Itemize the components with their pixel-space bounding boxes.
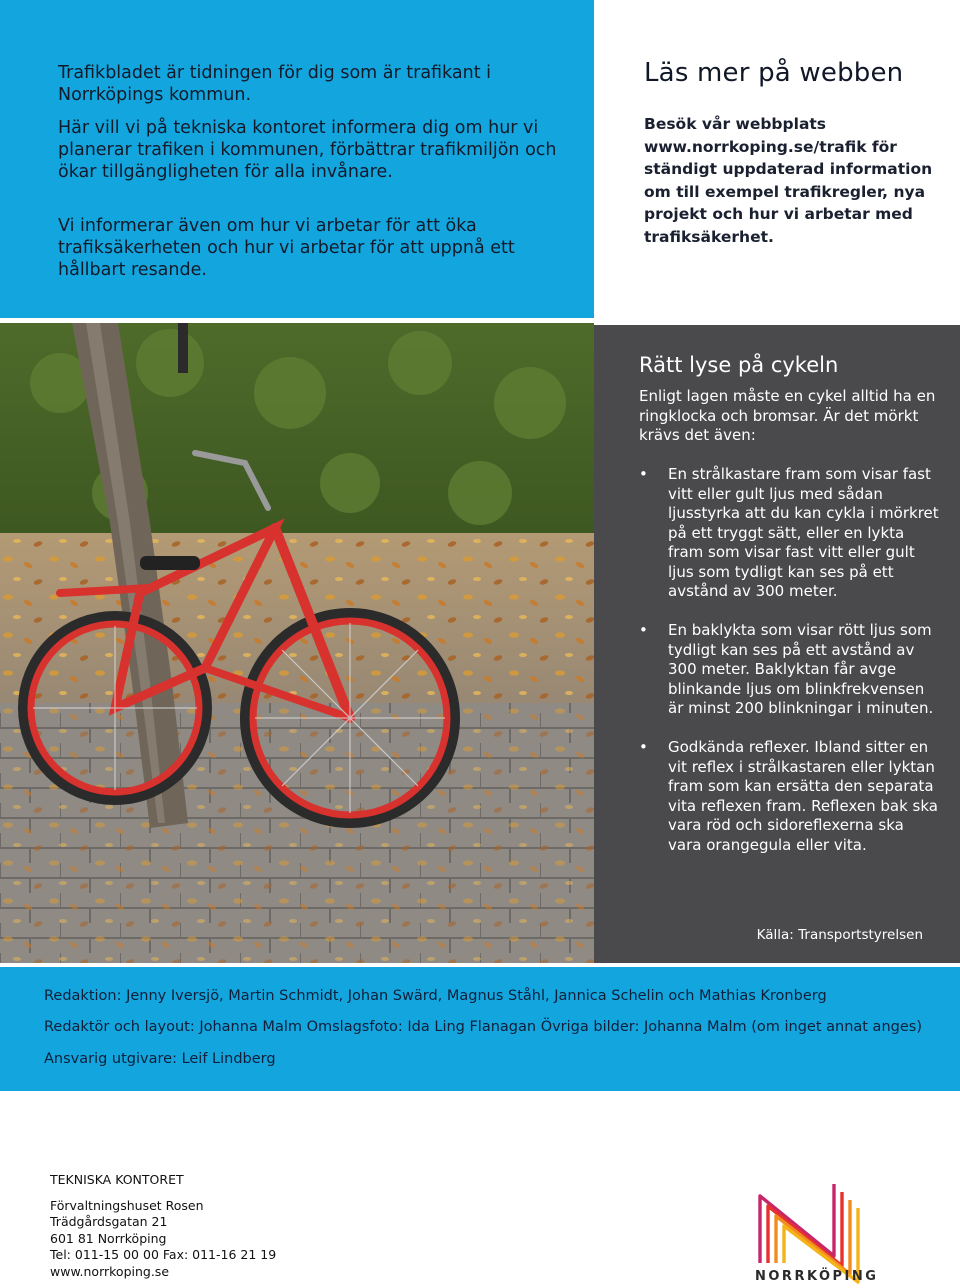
logo-wordmark: NORRKÖPING — [755, 1269, 879, 1284]
footer-address — [50, 1172, 276, 1280]
list-item — [639, 621, 939, 719]
intro-paragraph-1: Trafikbladet är tidningen för dig som är trafikant i Norrköpings kommun. — [58, 63, 491, 105]
source-credit: Källa: Transportstyrelsen — [756, 927, 923, 943]
bike-lighting-list — [639, 465, 939, 875]
credits-editorial: Redaktion: Jenny Iversjö, Martin Schmidt, Johan Swärd, Magnus Ståhl, Jannica Schelin och Mathias Kronberg — [44, 988, 827, 1004]
credits-layout: Redaktör och layout: Johanna Malm Omslagsfoto: Ida Ling Flanagan Övriga bilder: Johanna Malm (om inget annat anges) — [44, 1019, 922, 1035]
credits-publisher: Ansvarig utgivare: Leif Lindberg — [44, 1051, 276, 1067]
phone-fax: Tel: 011-15 00 00 Fax: 011-16 21 19 — [50, 1247, 277, 1262]
bullet-icon: • — [639, 621, 648, 639]
bike-lighting-panel — [594, 325, 960, 963]
web-description: Besök vår webbplats www.norrkoping.se/trafik för ständigt uppdaterad information om till exempel trafikregler, nya projekt och hur vi arbetar med trafiksäkerhet. — [644, 115, 933, 246]
website-link[interactable]: www.norrkoping.se — [50, 1263, 170, 1279]
bullet-icon: • — [639, 465, 648, 483]
list-item-text: Godkända reflexer. Ibland sitter en vit reflex i strålkastaren eller lyktan fram som kan ersätta den separata vita reflexen fram. Reflexen bak ska vara röd och sidoreflexerna ska vara orangegula eller vita. — [668, 738, 938, 854]
street-address: Trädgårdsgatan 21 — [50, 1214, 168, 1229]
bike-lighting-intro: Enligt lagen måste en cykel alltid ha en ringklocka och bromsar. Är det mörkt krävs det även: — [639, 387, 936, 444]
list-item — [639, 465, 939, 602]
bullet-icon: • — [639, 738, 648, 756]
web-heading: Läs mer på webben — [644, 58, 904, 88]
bicycle-photo — [0, 323, 594, 963]
postal-address: 601 81 Norrköping — [50, 1230, 167, 1246]
bike-lighting-heading: Rätt lyse på cykeln — [639, 353, 839, 377]
intro-panel — [0, 0, 594, 318]
list-item-text: En strålkastare fram som visar fast vitt eller gult ljus med sådan ljusstyrka att du kan cykla i mörkret på ett tryggt sätt, eller en lykta fram som visar fast vitt eller gult ljus som tydligt kan ses på ett avstånd av 300 meter. — [668, 465, 939, 600]
org-name: TEKNISKA KONTORET — [50, 1172, 184, 1187]
intro-paragraph-3: Vi informerar även om hur vi arbetar för att öka trafiksäkerheten och hur vi arbetar för att uppnå ett hållbart resande. — [58, 216, 515, 280]
intro-paragraph-2: Här vill vi på tekniska kontoret informera dig om hur vi planerar trafiken i kommunen, förbättrar trafikmiljön och ökar tillgängligheten för alla invånare. — [58, 118, 557, 182]
list-item-text: En baklykta som visar rött ljus som tydligt kan ses på ett avstånd av 300 meter. Baklyktan får avge blinkande ljus om blinkfrekvensen är minst 200 blinkningar i minuten. — [668, 621, 934, 717]
credits-band — [0, 967, 960, 1091]
list-item — [639, 738, 939, 855]
bicycle-illustration — [0, 323, 594, 963]
building-name: Förvaltningshuset Rosen — [50, 1197, 204, 1213]
